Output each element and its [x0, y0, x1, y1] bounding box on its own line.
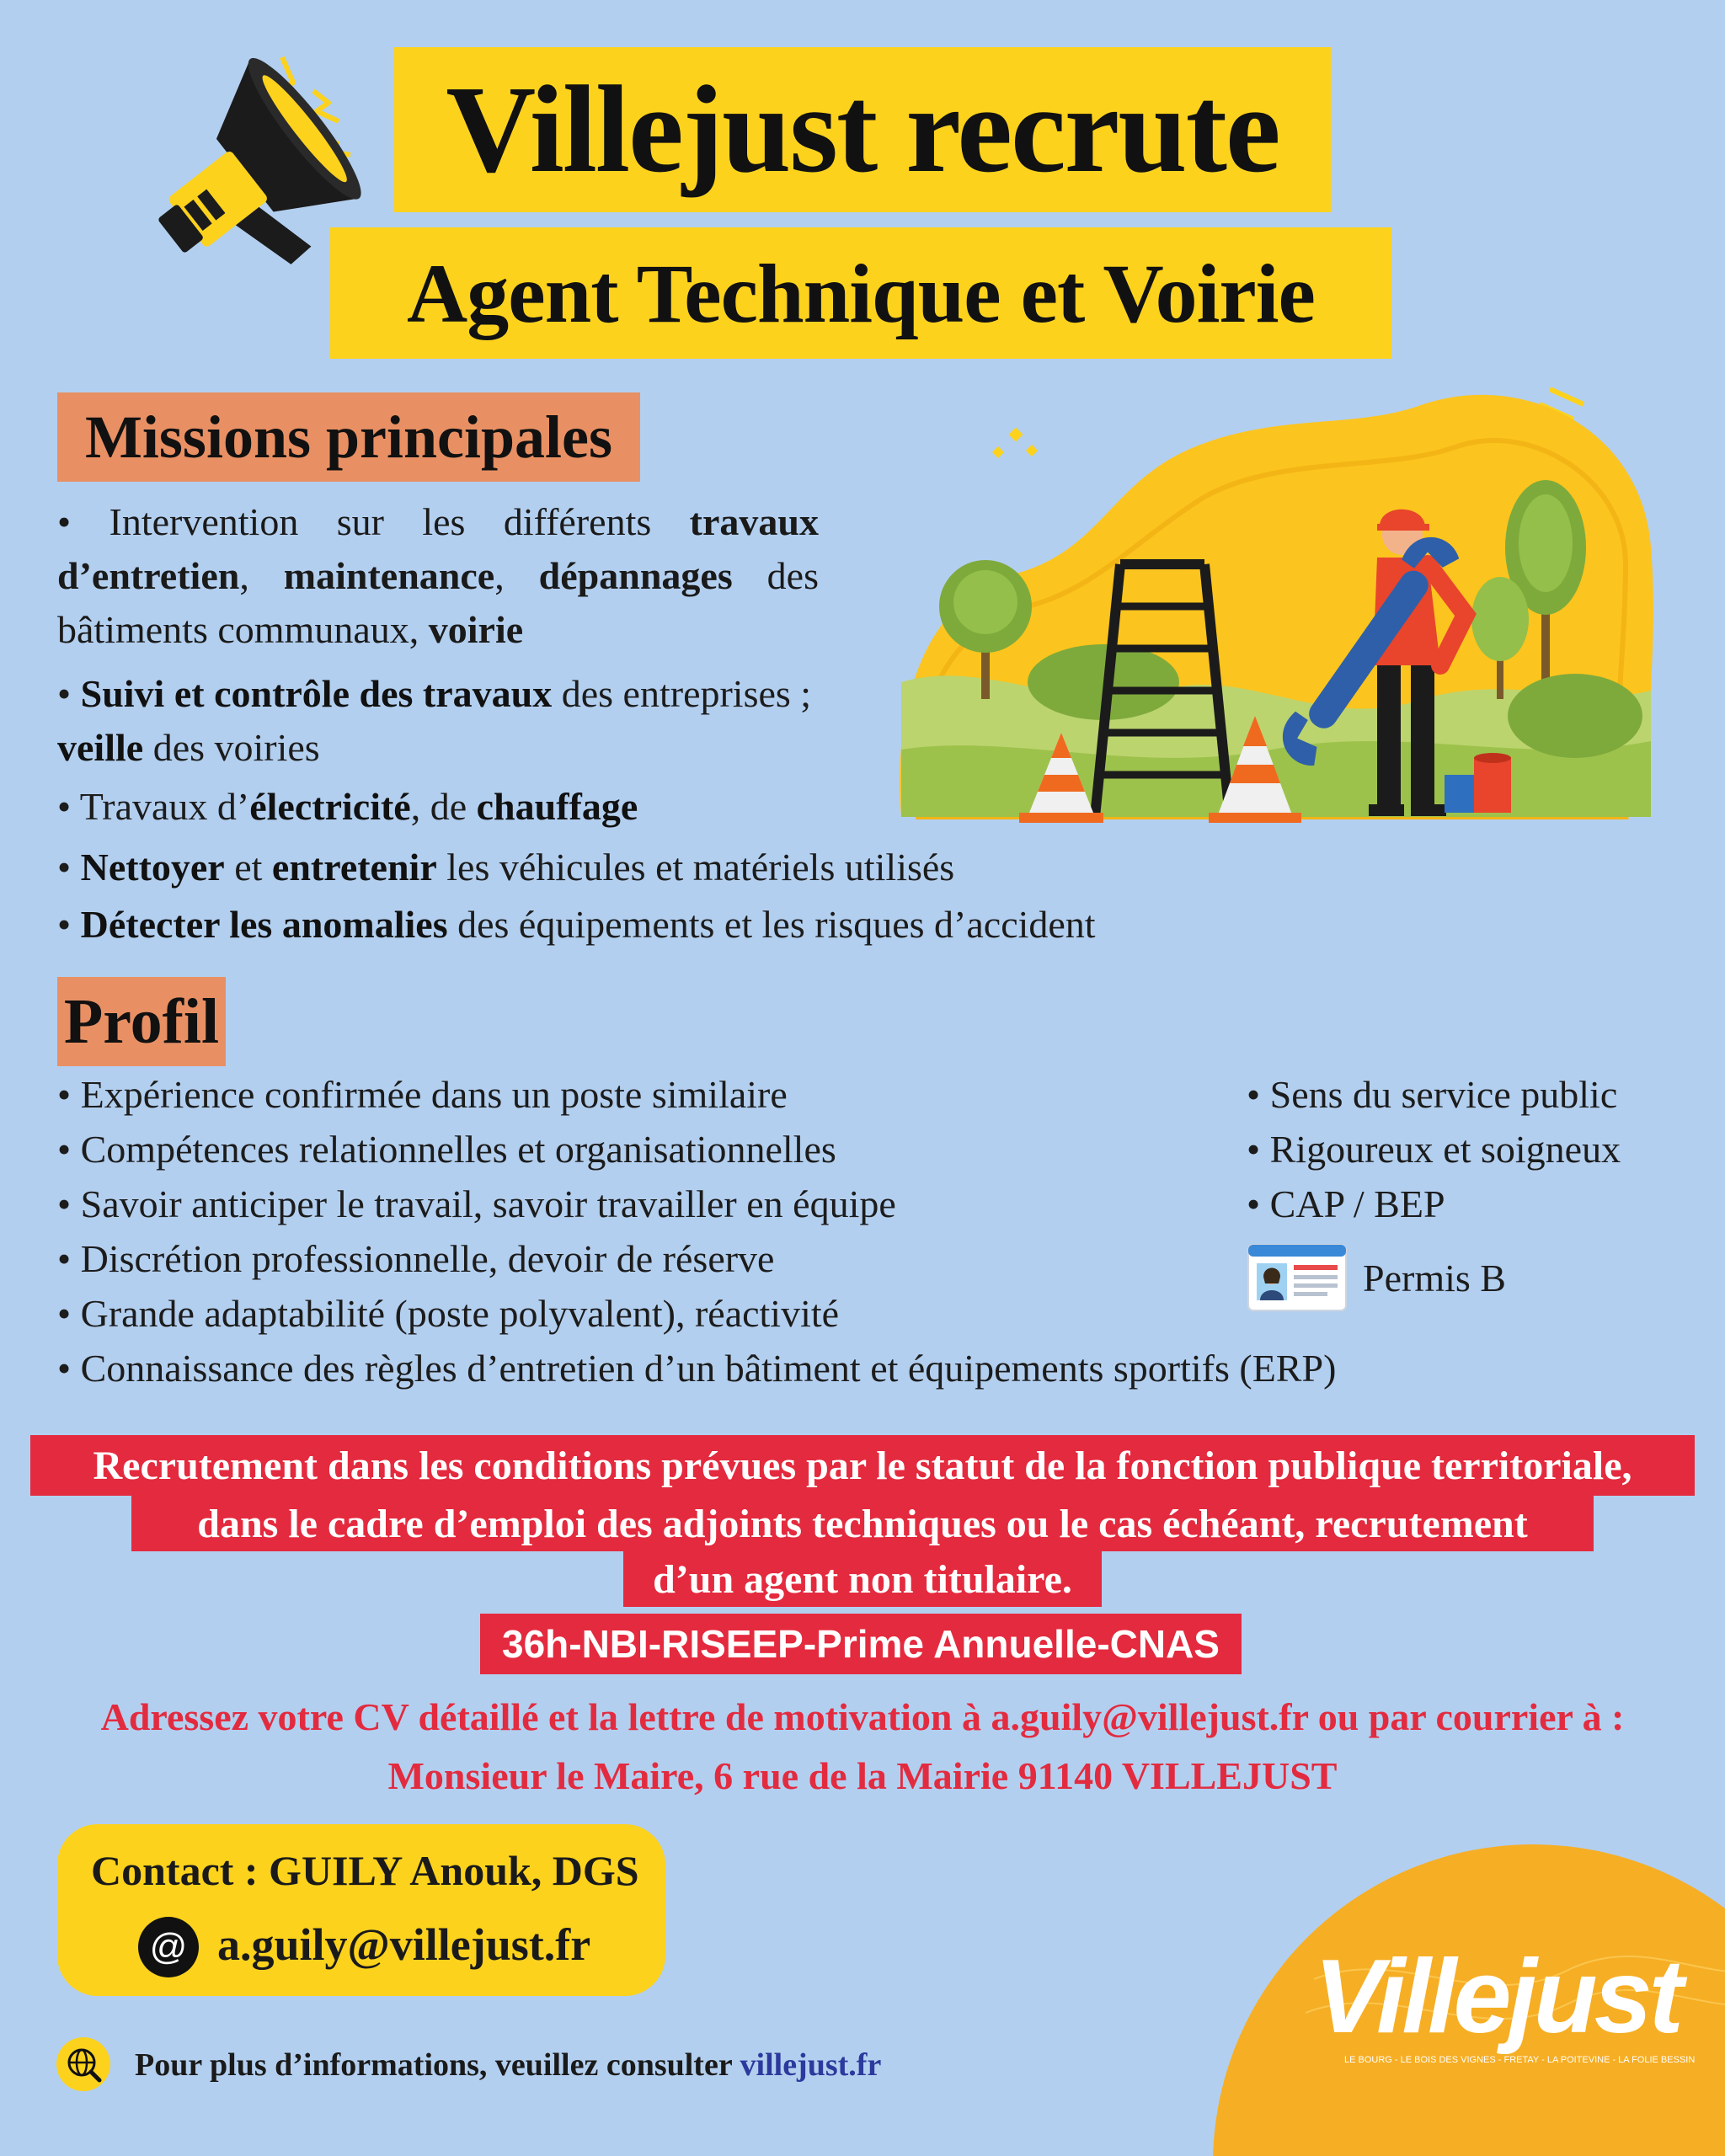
profil-heading: Profil — [63, 985, 220, 1057]
apply-line-2: Monsieur le Maire, 6 rue de la Mairie 91140 VILLEJUST — [387, 1754, 1338, 1797]
missions-heading-box — [57, 392, 640, 482]
website-link[interactable]: villejust.fr — [740, 2047, 882, 2083]
mission-keyword: entretenir — [271, 846, 437, 889]
mission-text: • Travaux d’ — [57, 785, 250, 828]
recruitment-line-2: dans le cadre d’emploi des adjoints techniques ou le cas échéant, recrutement — [131, 1496, 1594, 1551]
mission-keyword: veille — [57, 726, 144, 769]
contact-card — [57, 1824, 665, 1996]
mission-text: des bâtiments communaux, — [57, 554, 820, 651]
mission-keyword: chauffage — [476, 785, 638, 828]
mission-item — [57, 667, 857, 775]
mission-keyword: voirie — [428, 608, 524, 651]
mission-text: • — [57, 672, 81, 715]
missions-heading: Missions principales — [84, 403, 613, 471]
profil-item: • Connaissance des règles d’entretien d’un bâtiment et équipements sportifs (ERP) — [57, 1347, 1337, 1390]
page-title: Villejust recrute — [446, 61, 1279, 199]
mission-keyword: Détecter les anomalies — [80, 903, 448, 946]
logo-wordmark: Villejust — [1314, 1939, 1680, 2055]
mission-text: , — [494, 554, 539, 597]
benefits-banner — [480, 1614, 1242, 1674]
mission-text: • Intervention sur les différents — [57, 500, 690, 543]
recruitment-line-3: d’un agent non titulaire. — [623, 1551, 1102, 1607]
profil-item: • Grande adaptabilité (poste polyvalent), réactivité — [57, 1292, 840, 1335]
mission-keyword: Nettoyer — [80, 846, 225, 889]
mission-item — [57, 495, 819, 657]
mission-item — [57, 841, 954, 894]
mission-text: des entreprises ; — [552, 672, 812, 715]
contact-label: Contact : GUILY Anouk, DGS — [91, 1847, 639, 1894]
mission-keyword: dépannages — [538, 554, 733, 597]
mission-keyword: électricité — [249, 785, 411, 828]
mission-text: les véhicules et matériels utilisés — [436, 846, 955, 889]
id-card-icon — [1247, 1243, 1348, 1312]
worker-illustration — [884, 379, 1676, 825]
profil-item: • Discrétion professionnelle, devoir de réserve — [57, 1237, 775, 1280]
contact-email[interactable]: a.guily@villejust.fr — [217, 1919, 591, 1970]
mission-text: , — [239, 554, 284, 597]
footer-text: Pour plus d’informations, veuillez consulter — [135, 2047, 740, 2083]
mission-keyword: Suivi et contrôle des travaux — [80, 672, 553, 715]
mission-text: des voiries — [143, 726, 320, 769]
at-icon: @ — [138, 1917, 199, 1977]
mission-item — [57, 898, 1096, 952]
mission-item — [57, 780, 638, 834]
profil-item: • Savoir anticiper le travail, savoir travailler en équipe — [57, 1182, 896, 1225]
mission-text: et — [224, 846, 272, 889]
mission-keyword: maintenance — [283, 554, 495, 597]
profil-item-right: • Rigoureux et soigneux — [1247, 1128, 1621, 1171]
logo-tagline: LE BOURG - LE BOIS DES VIGNES - FRETAY - LA POITEVINE - LA FOLIE BESSIN — [1344, 2055, 1696, 2065]
mission-text: • — [57, 846, 81, 889]
profil-item-right: • CAP / BEP — [1247, 1182, 1445, 1225]
footer-info — [135, 2038, 881, 2092]
mission-text: • — [57, 903, 81, 946]
benefits-text: 36h-NBI-RISEEP-Prime Annuelle-CNAS — [502, 1622, 1220, 1666]
profil-item-right: • Sens du service public — [1247, 1073, 1618, 1116]
profil-item: • Expérience confirmée dans un poste similaire — [57, 1073, 788, 1116]
mission-text: des équipements et les risques d’accident — [447, 903, 1096, 946]
globe-search-icon — [56, 2036, 111, 2092]
mission-text: , de — [410, 785, 477, 828]
recruitment-line-1: Recrutement dans les conditions prévues par le statut de la fonction publique territoriale, — [30, 1435, 1695, 1496]
profil-item: • Compétences relationnelles et organisationnelles — [57, 1128, 836, 1171]
subtitle-banner — [330, 227, 1391, 359]
title-banner — [394, 47, 1331, 212]
apply-line-1: Adressez votre CV détaillé et la lettre de motivation à a.guily@villejust.fr ou par courrier à : — [100, 1695, 1625, 1738]
profil-heading-box — [57, 977, 226, 1066]
permis-label: Permis B — [1363, 1257, 1506, 1299]
job-title: Agent Technique et Voirie — [407, 246, 1315, 340]
mission-keyword: travaux d’entretien — [57, 500, 819, 597]
